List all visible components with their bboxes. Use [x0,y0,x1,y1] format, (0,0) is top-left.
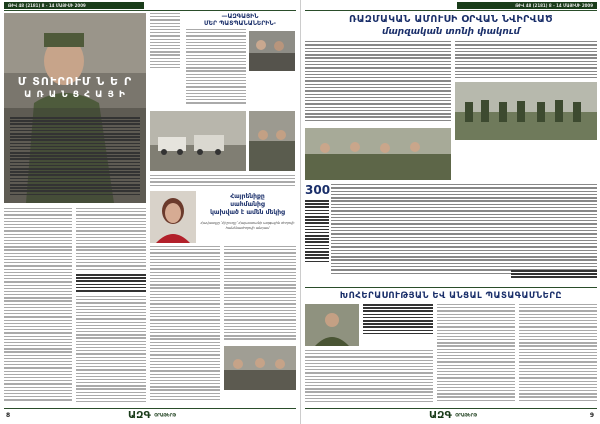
right-header-date: ԹԻՎ 48 (2181) 8 - 14 ՄԱՅԻՍԻ 2009 [515,3,593,8]
right-main-title: ՌԱԶՄԱԿԱՆ ԱՄՈՒՍԻ ՕՐՎԱՆ ՆՎԻՐՎԱԾ [349,14,553,25]
bottom-col1-text [305,350,433,406]
left-logo-sub: ՕՐԱԹԵՐԹ [154,412,177,418]
right-bottom-title: ԽՈՀԵՐԱՍՈՒԹՅԱՆ ԵՎ ԱՆՑԱԼ ՊԱՏԱԳԱՄՆԵՐԸ [339,291,563,301]
right-lead-text [305,41,451,125]
left-col2-top [150,13,296,243]
left-intro-text [10,117,140,197]
portrait-heading-line2: սահմանից [230,201,265,208]
left-header-rule [4,10,296,11]
right-logo-text: ԱԶԳ [429,410,452,421]
bottom-col2-text [437,304,515,406]
author-signature [511,270,597,284]
right-newspaper-page [300,0,600,424]
bottom-col1-lead [363,304,433,346]
right-soldiers-photo [305,128,451,180]
right-azg-logo [429,410,477,421]
left-col1b-text [76,208,146,404]
side-heading-line1: —ԱԶԳԱՅԻՆ [221,13,259,20]
right-event-photo [455,82,597,140]
portrait-heading-line1: Հայրենիքը [230,193,265,200]
right-lead-text-2 [455,41,597,81]
officers-photo [249,111,295,171]
results-list-text [331,184,597,274]
left-header-date: ԹԻՎ 48 (2181) 8 - 14 ՄԱՅԻՍԻ 2009 [8,3,86,8]
bottom-group-photo [224,346,296,390]
left-col1a-text [4,208,72,404]
left-col2a-text [150,246,220,404]
side-heading [186,13,294,27]
right-page-number: 9 [589,412,594,419]
left-header-bar [4,2,144,9]
left-logo-text: ԱԶԳ [128,410,151,421]
left-main-title-line2: Ա Ռ Ա Ն Ց Հ Ա Յ Ի [24,90,126,100]
side-heading-line2: ՄԵՐ ՊԱՏՊԱՆԱՆԵՐԻՆ- [203,20,277,27]
right-header-bar [457,2,597,9]
right-subtitle: մարզական տոնի փակում [382,27,520,37]
stat-number: 300 [305,183,331,197]
portrait-heading-line3: կախված է ամեն մեկից [210,209,285,216]
left-azg-logo [128,410,176,421]
left-page-number: 8 [6,412,11,419]
results-list-markers [305,200,329,274]
soldier-title-panel [4,13,146,203]
meeting-photo-top [249,31,295,71]
left-col2-narrow-text [150,13,180,73]
right-logo-sub: ՕՐԱԹԵՐԹ [455,412,478,418]
left-footer-rule [4,408,296,409]
left-main-title-line1: Մ ՏՈՒՐՈՒՄ Ն Ե Ր [17,75,133,88]
bottom-soldier-photo [305,304,359,346]
right-section-rule [305,287,597,288]
bottom-col3-text [519,304,597,406]
woman-portrait-photo [150,191,196,243]
side-text-block [186,29,246,107]
left-col2b-text [224,246,296,404]
vehicles-photo [150,111,246,171]
right-footer-rule [305,408,597,409]
portrait-caption: Հավատքը ՝Հիշուղը՝ Հայաստանի ազգային ժողովի հանձնաժողովի անդամ [200,221,295,230]
portrait-heading [200,193,295,217]
right-header-rule [305,10,597,11]
